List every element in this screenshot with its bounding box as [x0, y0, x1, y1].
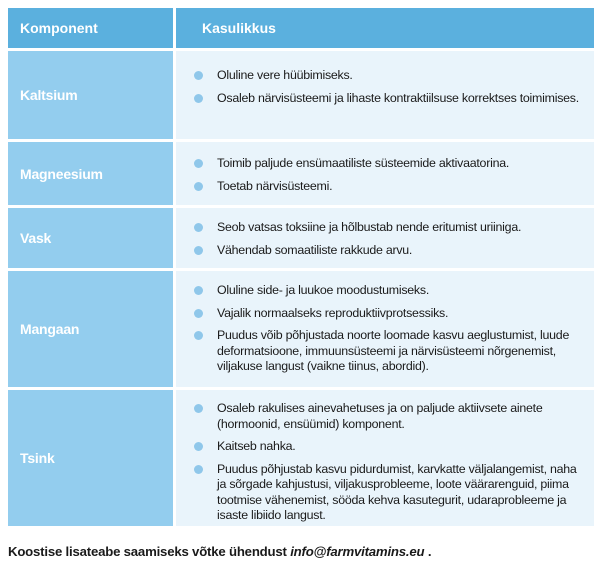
bullet-icon	[194, 404, 203, 413]
list-item-text: Osaleb närvisüsteemi ja lihaste kontraktiilsuse korrektses toimimises.	[217, 90, 579, 105]
list-item-text: Toetab närvisüsteemi.	[217, 178, 333, 193]
benefit-list	[176, 142, 594, 205]
list-item	[194, 283, 584, 299]
list-item	[194, 91, 584, 107]
bullet-icon	[194, 331, 203, 340]
list-item	[194, 306, 584, 322]
list-item	[194, 439, 584, 455]
list-item	[194, 243, 584, 259]
component-name: Mangaan	[8, 271, 176, 387]
bullet-icon	[194, 223, 203, 232]
table-row	[8, 387, 594, 526]
list-item-text: Osaleb rakulises ainevahetuses ja on paljude aktiivsete ainete (hormoonid, ensüümid) komponent.	[217, 401, 543, 431]
contact-email: info@farmvitamins.eu	[290, 544, 425, 559]
list-item	[194, 220, 584, 236]
table-row	[8, 48, 594, 139]
list-item-text: Puudus põhjustab kasvu pidurdumist, karvkatte väljalangemist, naha ja sõrgade kahjustusi, viljakusprobleeme, loote väärarenguid, piima tootmise vähenemist, sööda kehva kasutegurit, udaraprobleeme ja isaste libiido langust.	[217, 461, 577, 522]
benefit-list	[176, 390, 594, 526]
component-name: Tsink	[8, 390, 176, 526]
table-row	[8, 205, 594, 268]
benefit-list	[176, 208, 594, 268]
list-item	[194, 179, 584, 195]
table-row	[8, 139, 594, 205]
list-item-text: Vähendab somaatiliste rakkude arvu.	[217, 242, 413, 257]
table-row	[8, 268, 594, 387]
list-item-text: Toimib paljude ensümaatiliste süsteemide aktivaatorina.	[217, 156, 510, 170]
footer-suffix: .	[424, 544, 432, 559]
table-header	[8, 8, 594, 48]
list-item-text: Seob vatsas toksiine ja hõlbustab nende eritumist uriiniga.	[217, 220, 522, 234]
bullet-icon	[194, 246, 203, 255]
components-table	[8, 8, 594, 526]
bullet-icon	[194, 182, 203, 191]
list-item-text: Oluline vere hüübimiseks.	[217, 68, 353, 82]
footer-text: Koostise lisateabe saamiseks võtke ühendust	[8, 544, 291, 559]
list-item-text: Kaitseb nahka.	[217, 439, 296, 453]
bullet-icon	[194, 309, 203, 318]
list-item	[194, 462, 584, 524]
list-item-text: Puudus võib põhjustada noorte loomade kasvu aeglustumist, luude deformatsioone, immuunsüsteemi ja närvisüsteemi nõrgenemist, viljakuse langust (vaikne tiinus, abordid).	[217, 328, 570, 373]
benefit-list	[176, 51, 594, 139]
component-name: Kaltsium	[8, 51, 176, 139]
list-item	[194, 156, 584, 172]
header-component: Komponent	[8, 8, 176, 48]
list-item	[194, 68, 584, 84]
footer-note	[8, 544, 431, 559]
list-item	[194, 328, 584, 375]
bullet-icon	[194, 465, 203, 474]
bullet-icon	[194, 159, 203, 168]
bullet-icon	[194, 94, 203, 103]
list-item	[194, 401, 584, 432]
benefit-list	[176, 271, 594, 387]
component-name: Magneesium	[8, 142, 176, 205]
list-item-text: Vajalik normaalseks reproduktiivprotsessiks.	[217, 305, 449, 320]
header-benefit: Kasulikkus	[202, 20, 276, 36]
bullet-icon	[194, 286, 203, 295]
component-name: Vask	[8, 208, 176, 268]
list-item-text: Oluline side- ja luukoe moodustumiseks.	[217, 283, 430, 297]
bullet-icon	[194, 442, 203, 451]
bullet-icon	[194, 71, 203, 80]
